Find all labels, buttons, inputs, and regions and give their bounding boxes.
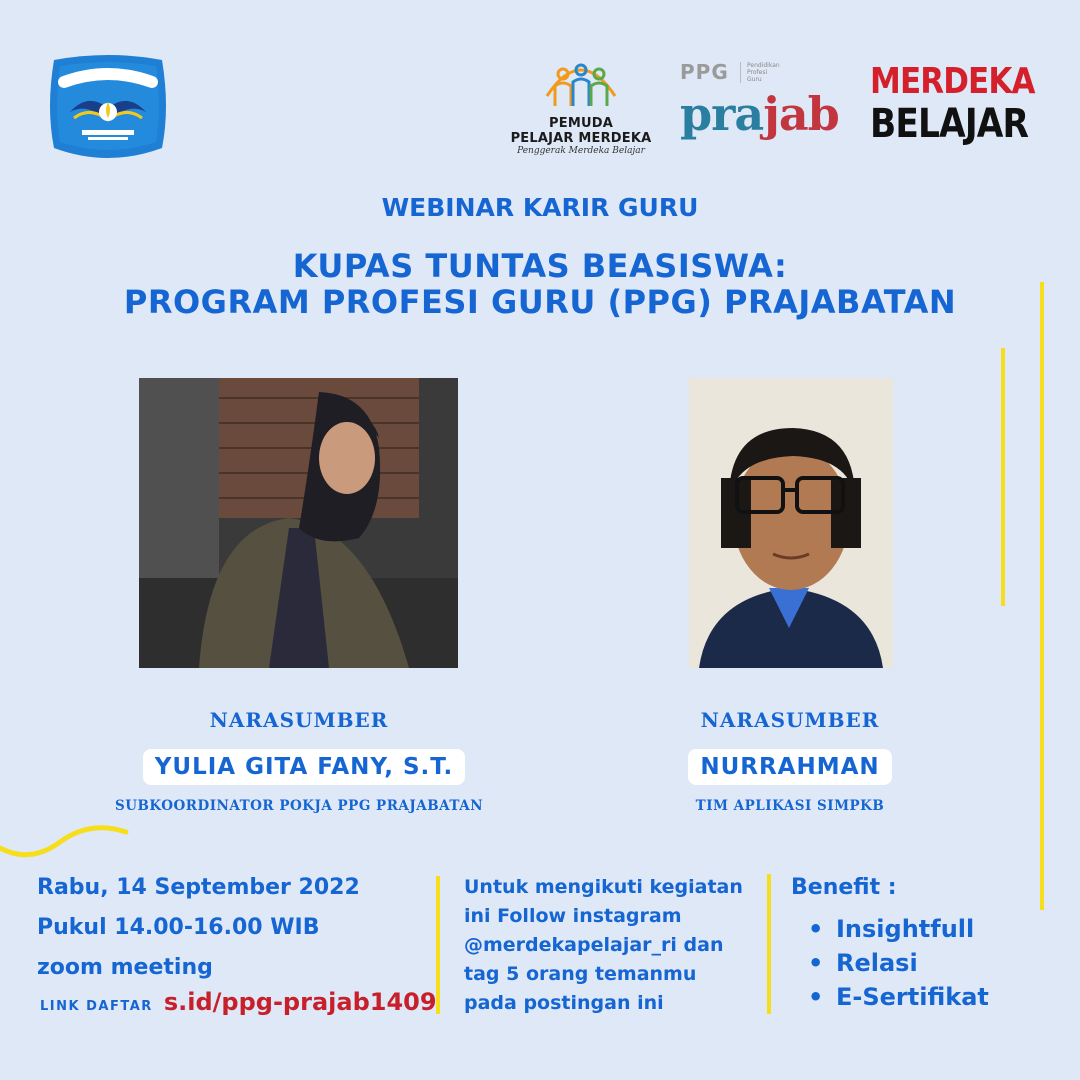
benefit-item (808, 912, 989, 946)
prajab-part-a: pra (680, 87, 764, 141)
benefit-item (808, 946, 989, 980)
event-date: Rabu, 14 September 2022 (37, 875, 360, 900)
accent-bar-right-top (1040, 282, 1044, 910)
bullet-icon: • (808, 915, 824, 943)
benefit-item-label: E-Sertifikat (836, 983, 989, 1011)
event-info (37, 868, 427, 988)
merdeka-text: MERDEKA (870, 61, 1035, 102)
accent-divider-1 (436, 876, 440, 1014)
speaker-1-role: SUBKOORDINATOR POKJA PPG PRAJABATAN (114, 798, 484, 814)
benefit-title: Benefit : (791, 875, 897, 900)
benefit-item-label: Insightfull (836, 915, 975, 943)
bullet-icon: • (808, 949, 824, 977)
follow-line5: pada postingan ini (464, 992, 664, 1014)
speaker-1-photo (139, 378, 458, 668)
speaker-1-label: NARASUMBER (209, 708, 389, 732)
speaker-2-name-wrap (640, 749, 940, 785)
speaker-1-name-wrap (131, 749, 477, 785)
pemuda-line2: PELAJAR MERDEKA (510, 131, 652, 146)
ppg-small-text: PPG (680, 60, 729, 84)
ppg-side-text: Pendidikan Profesi Guru (740, 62, 780, 83)
speaker-1-name: YULIA GITA FANY, S.T. (143, 749, 465, 785)
speaker-2-label: NARASUMBER (700, 708, 880, 732)
follow-line3: @merdekapelajar_ri dan (464, 934, 724, 956)
event-time: Pukul 14.00-16.00 WIB (37, 915, 320, 940)
merdeka-belajar-logo (870, 61, 1035, 147)
benefit-list (808, 912, 989, 1014)
belajar-text: BELAJAR (870, 101, 1029, 147)
prajab-part-b: jab (763, 87, 839, 141)
follow-line4: tag 5 orang temanmu (464, 963, 697, 985)
follow-line2: ini Follow instagram (464, 905, 682, 927)
follow-instruction (464, 873, 764, 1018)
speaker-2-name: NURRAHMAN (688, 749, 891, 785)
pemuda-line1: PEMUDA (549, 116, 613, 131)
pemuda-pelajar-merdeka-logo (508, 50, 654, 162)
registration-link[interactable]: s.id/ppg-prajab1409 (163, 988, 437, 1016)
link-label: LINK DAFTAR (40, 999, 153, 1014)
follow-line1: Untuk mengikuti kegiatan (464, 876, 743, 898)
accent-bar-right-mid (1001, 348, 1005, 606)
speaker-2-photo (689, 378, 893, 668)
benefit-item (808, 980, 989, 1014)
webinar-subtitle: WEBINAR KARIR GURU (381, 193, 699, 222)
speaker-2-role: TIM APLIKASI SIMPKB (695, 798, 885, 814)
title-line2: PROGRAM PROFESI GURU (PPG) PRAJABATAN (123, 283, 957, 321)
page-title (0, 248, 1080, 320)
prajab-wordmark (680, 88, 840, 140)
pemuda-tagline: Penggerak Merdeka Belajar (517, 146, 645, 156)
ppg-prajab-logo (680, 60, 840, 152)
accent-divider-2 (767, 874, 771, 1014)
title-line1: KUPAS TUNTAS BEASISWA: (292, 247, 788, 285)
registration-link-row (40, 988, 437, 1016)
benefit-item-label: Relasi (836, 949, 918, 977)
event-platform: zoom meeting (37, 955, 213, 980)
people-icon (541, 50, 621, 112)
tut-wuri-handayani-logo (44, 52, 172, 164)
accent-wave (0, 808, 130, 868)
bullet-icon: • (808, 983, 824, 1011)
